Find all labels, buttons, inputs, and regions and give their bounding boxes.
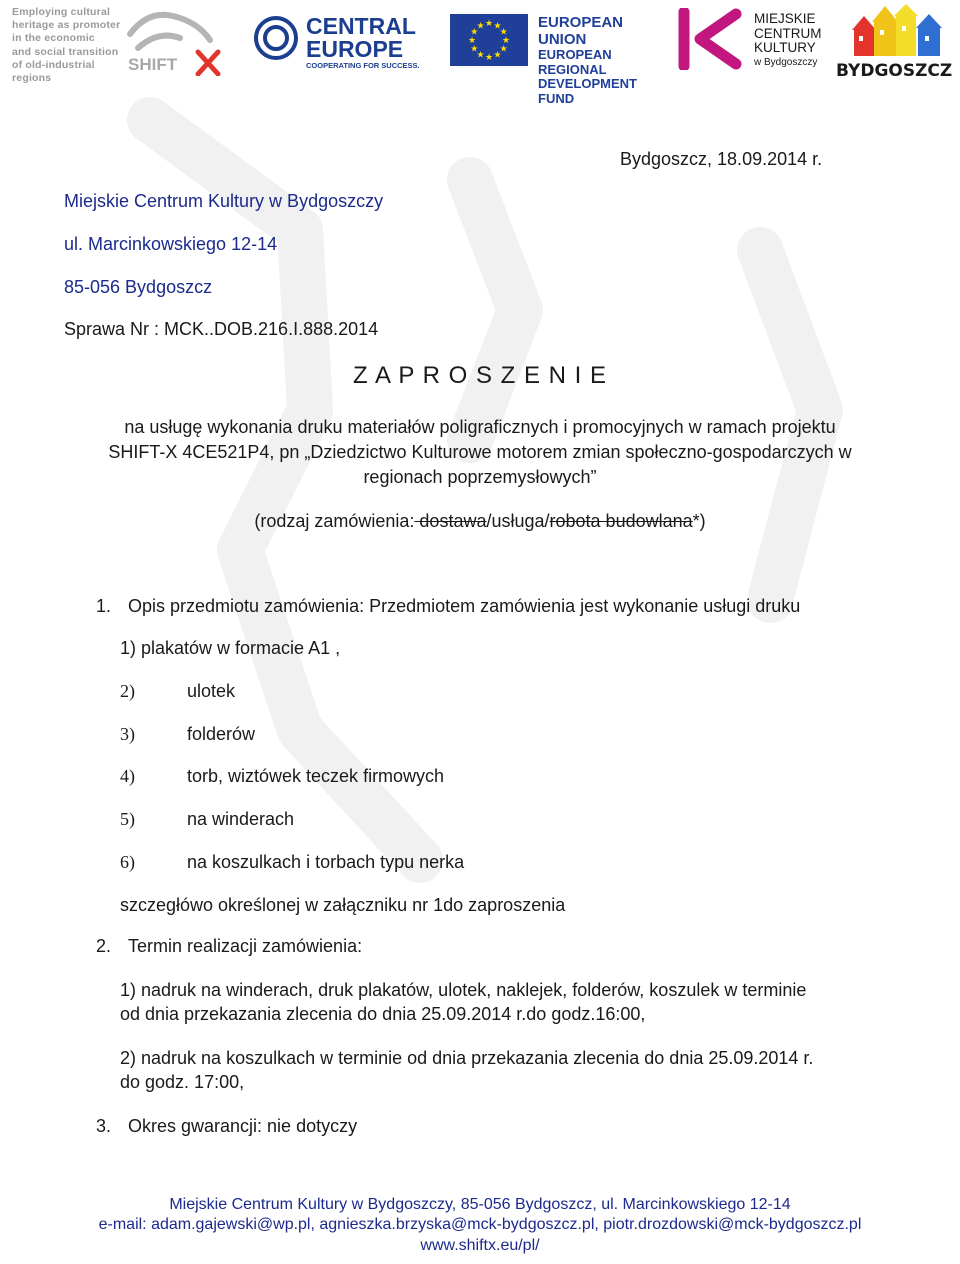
intro-line: na usługę wykonania druku materiałów poligraficznych i promocyjnych w ramach projektu — [124, 417, 836, 437]
section-number: 2. — [96, 936, 112, 956]
eu-star: ★ — [484, 52, 494, 62]
item-number: 2) — [120, 681, 135, 701]
order-type-struck: dostawa — [414, 511, 487, 531]
order-type-selected: /usługa/ — [486, 511, 550, 531]
order-type-prefix: (rodzaj zamówienia: — [254, 511, 415, 531]
eu-star: ★ — [493, 20, 502, 31]
order-type-suffix: *) — [692, 511, 706, 531]
section1-item: 1) plakatów w formacie A1 , — [120, 638, 341, 658]
item-number: 4) — [120, 766, 135, 786]
mck-line: MIEJSKIE — [754, 11, 816, 26]
section2-text: Termin realizacji zamówienia: — [128, 936, 363, 956]
section2-p1: 1) nadruk na winderach, druk plakatów, ulotek, naklejek, folderów, koszulek w terminie — [120, 980, 807, 1000]
letter-date: Bydgoszcz, 18.09.2014 r. — [620, 149, 823, 169]
order-type — [0, 510, 960, 532]
ce-line1: CENTRAL — [306, 13, 416, 39]
section2-p1: od dnia przekazania zlecenia do dnia 25.09.2014 r.do godz.16:00, — [120, 1004, 646, 1024]
bydgoszcz-logo — [832, 2, 956, 82]
mck-line: CENTRUM — [754, 25, 822, 41]
shift-x-logo — [118, 4, 228, 76]
eu-star: ★ — [470, 43, 479, 54]
tagline-line: of old-industrial regions — [12, 58, 95, 85]
item-number: 5) — [120, 809, 135, 829]
tagline-line: in the economic — [12, 32, 95, 45]
eu-star: ★ — [493, 49, 502, 60]
eu-star: ★ — [501, 35, 511, 45]
eu-star: ★ — [484, 18, 494, 28]
section1-detail: szczegłówo określonej w załączniku nr 1do zaproszenia — [120, 895, 566, 915]
mck-line: KULTURY — [754, 40, 816, 55]
eu-star: ★ — [467, 35, 477, 45]
shift-logo-text: SHIFT — [128, 55, 178, 74]
section2-p2: 2) nadruk na koszulkach w terminie od dnia przekazania zlecenia do dnia 25.09.2014 r. — [120, 1048, 814, 1068]
addressee-name: Miejskie Centrum Kultury w Bydgoszczy — [64, 191, 384, 211]
eu-flag — [450, 14, 528, 66]
bydgoszcz-logo-text: BYDGOSZCZ — [836, 61, 953, 81]
document-title: Z A P R O S Z E N I E — [353, 362, 607, 389]
ce-tagline: COOPERATING FOR SUCCESS. — [306, 61, 420, 70]
case-number: Sprawa Nr : MCK..DOB.216.I.888.2014 — [64, 319, 379, 339]
eu-text — [538, 14, 658, 106]
section-number: 1. — [96, 596, 112, 616]
item-text: folderów — [187, 724, 256, 744]
item-text: na koszulkach i torbach typu nerka — [187, 852, 465, 872]
mck-line: w Bydgoszczy — [754, 56, 818, 68]
mck-logo-text — [754, 12, 822, 70]
intro-line: SHIFT-X 4CE521P4, pn „Dziedzictwo Kulturowe motorem zmian społeczno-gospodarczych w — [108, 442, 852, 462]
section1-text: Opis przedmiotu zamówienia: Przedmiotem zamówienia jest wykonanie usługi druku — [128, 596, 801, 616]
addressee-city: 85-056 Bydgoszcz — [64, 277, 213, 297]
footer-website[interactable]: www.shiftx.eu/pl/ — [420, 1237, 540, 1254]
eu-line: EUROPEAN UNION — [538, 14, 624, 48]
intro-line: regionach poprzemysłowych” — [363, 467, 597, 487]
addressee-street: ul. Marcinkowskiego 12-14 — [64, 234, 278, 254]
central-europe-logo — [250, 12, 435, 72]
footer-address: Miejskie Centrum Kultury w Bydgoszczy, 85-056 Bydgoszcz, ul. Marcinkowskiego 12-14 — [169, 1196, 791, 1213]
ce-line2: EUROPE — [306, 36, 404, 62]
section3-text: Okres gwarancji: nie dotyczy — [128, 1116, 358, 1136]
eu-star: ★ — [470, 26, 479, 37]
tagline-line: Employing cultural — [12, 6, 111, 18]
item-text: torb, wiztówek teczek firmowych — [187, 766, 445, 786]
item-text: ulotek — [187, 681, 236, 701]
order-type-struck: robota budowlana — [549, 511, 693, 531]
item-number: 6) — [120, 852, 135, 872]
eu-star: ★ — [476, 49, 485, 60]
item-text: na winderach — [187, 809, 295, 829]
eu-line: EUROPEAN REGIONAL — [538, 47, 612, 77]
mck-logo-mark — [676, 8, 746, 70]
eu-star: ★ — [476, 20, 485, 31]
section2-p2: do godz. 17:00, — [120, 1072, 245, 1092]
item-number: 3) — [120, 724, 135, 744]
section-number: 3. — [96, 1116, 112, 1136]
eu-line: DEVELOPMENT FUND — [538, 76, 637, 106]
eu-star: ★ — [499, 43, 508, 54]
shift-tagline — [12, 6, 124, 85]
eu-star: ★ — [499, 26, 508, 37]
tagline-line: and social transition — [12, 45, 119, 58]
footer-emails: e-mail: adam.gajewski@wp.pl, agnieszka.brzyska@mck-bydgoszcz.pl, piotr.drozdowski@mck-bydgoszcz.pl — [98, 1216, 862, 1233]
tagline-line: heritage as promoter — [12, 19, 121, 32]
